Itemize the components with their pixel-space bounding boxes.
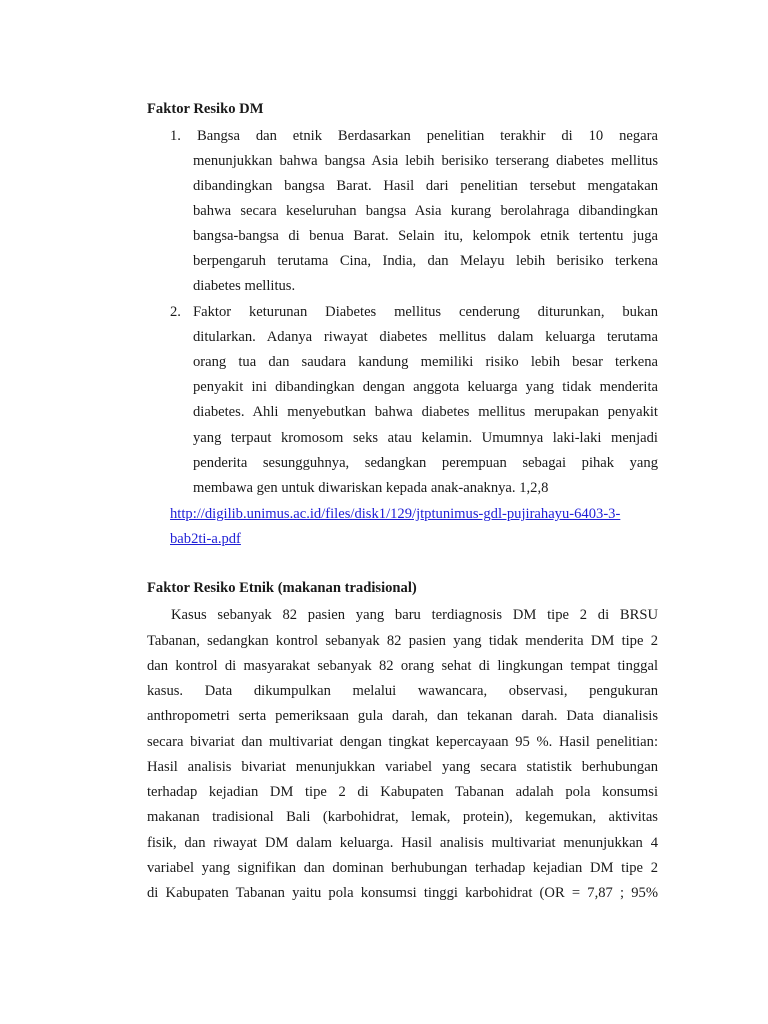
item1-line: dibandingkan bangsa Barat. Hasil dari penelitian tersebut mengatakan <box>193 178 658 194</box>
section-heading-faktor-resiko-etnik: Faktor Resiko Etnik (makanan tradisional) <box>147 580 417 596</box>
reference-link[interactable]: http://digilib.unimus.ac.id/files/disk1/129/jtptunimus-gdl-pujirahayu-6403-3- <box>170 506 621 522</box>
paragraph-line: makanan tradisional Bali (karbohidrat, lemak, protein), kegemukan, aktivitas <box>147 809 658 825</box>
item1-line: bahwa secara keseluruhan bangsa Asia kurang berolahraga dibandingkan <box>193 203 658 219</box>
list-number-1: 1. <box>170 128 181 144</box>
item2-line: penderita sesungguhnya, sedangkan perempuan sebagai pihak yang <box>193 455 658 471</box>
paragraph-line: variabel yang signifikan dan dominan berhubungan terhadap kejadian DM tipe 2 <box>147 860 658 876</box>
item1-line: diabetes mellitus. <box>193 278 296 294</box>
reference-link[interactable]: bab2ti-a.pdf <box>170 531 241 547</box>
item1-line: Bangsa dan etnik Berdasarkan penelitian terakhir di 10 negara <box>197 128 658 144</box>
item2-line: ditularkan. Adanya riwayat diabetes mellitus dalam keluarga terutama <box>193 329 658 345</box>
paragraph-line: Hasil analisis bivariat menunjukkan variabel yang secara statistik berhubungan <box>147 759 658 775</box>
item2-line: yang terpaut kromosom seks atau kelamin. Umumnya laki-laki menjadi <box>193 430 658 446</box>
item1-line: bangsa-bangsa di benua Barat. Selain itu, kelompok etnik tertentu juga <box>193 228 658 244</box>
item2-line: Faktor keturunan Diabetes mellitus cenderung diturunkan, bukan <box>193 304 658 320</box>
list-number-2: 2. <box>170 304 181 320</box>
paragraph-line: terhadap kejadian DM tipe 2 di Kabupaten Tabanan adalah pola konsumsi <box>147 784 658 800</box>
item1-line: menunjukkan bahwa bangsa Asia lebih berisiko terserang diabetes mellitus <box>193 153 658 169</box>
paragraph-line: Tabanan, sedangkan kontrol sebanyak 82 pasien yang tidak menderita DM tipe 2 <box>147 633 658 649</box>
paragraph-line: dan kontrol di masyarakat sebanyak 82 orang sehat di lingkungan tempat tinggal <box>147 658 658 674</box>
item2-line: diabetes. Ahli menyebutkan bahwa diabetes mellitus merupakan penyakit <box>193 404 658 420</box>
paragraph-line: anthropometri serta pemeriksaan gula darah, dan tekanan darah. Data dianalisis <box>147 708 658 724</box>
paragraph-line: fisik, dan riwayat DM dalam keluarga. Hasil analisis multivariat menunjukkan 4 <box>147 835 658 851</box>
paragraph-line: secara bivariat dan multivariat dengan tingkat kepercayaan 95 %. Hasil penelitian: <box>147 734 658 750</box>
paragraph-line: di Kabupaten Tabanan yaitu pola konsumsi tinggi karbohidrat (OR = 7,87 ; 95% <box>147 885 658 901</box>
paragraph-line: Kasus sebanyak 82 pasien yang baru terdiagnosis DM tipe 2 di BRSU <box>171 607 658 623</box>
item2-line: penyakit ini dibandingkan dengan anggota keluarga yang tidak menderita <box>193 379 658 395</box>
item2-line: membawa gen untuk diwariskan kepada anak-anaknya. 1,2,8 <box>193 480 549 496</box>
paragraph-line: kasus. Data dikumpulkan melalui wawancara, observasi, pengukuran <box>147 683 658 699</box>
item2-line: orang tua dan saudara kandung memiliki risiko lebih besar terkena <box>193 354 658 370</box>
item1-line: berpengaruh terutama Cina, India, dan Melayu lebih berisiko terkena <box>193 253 658 269</box>
section-heading-faktor-resiko-dm: Faktor Resiko DM <box>147 101 264 117</box>
